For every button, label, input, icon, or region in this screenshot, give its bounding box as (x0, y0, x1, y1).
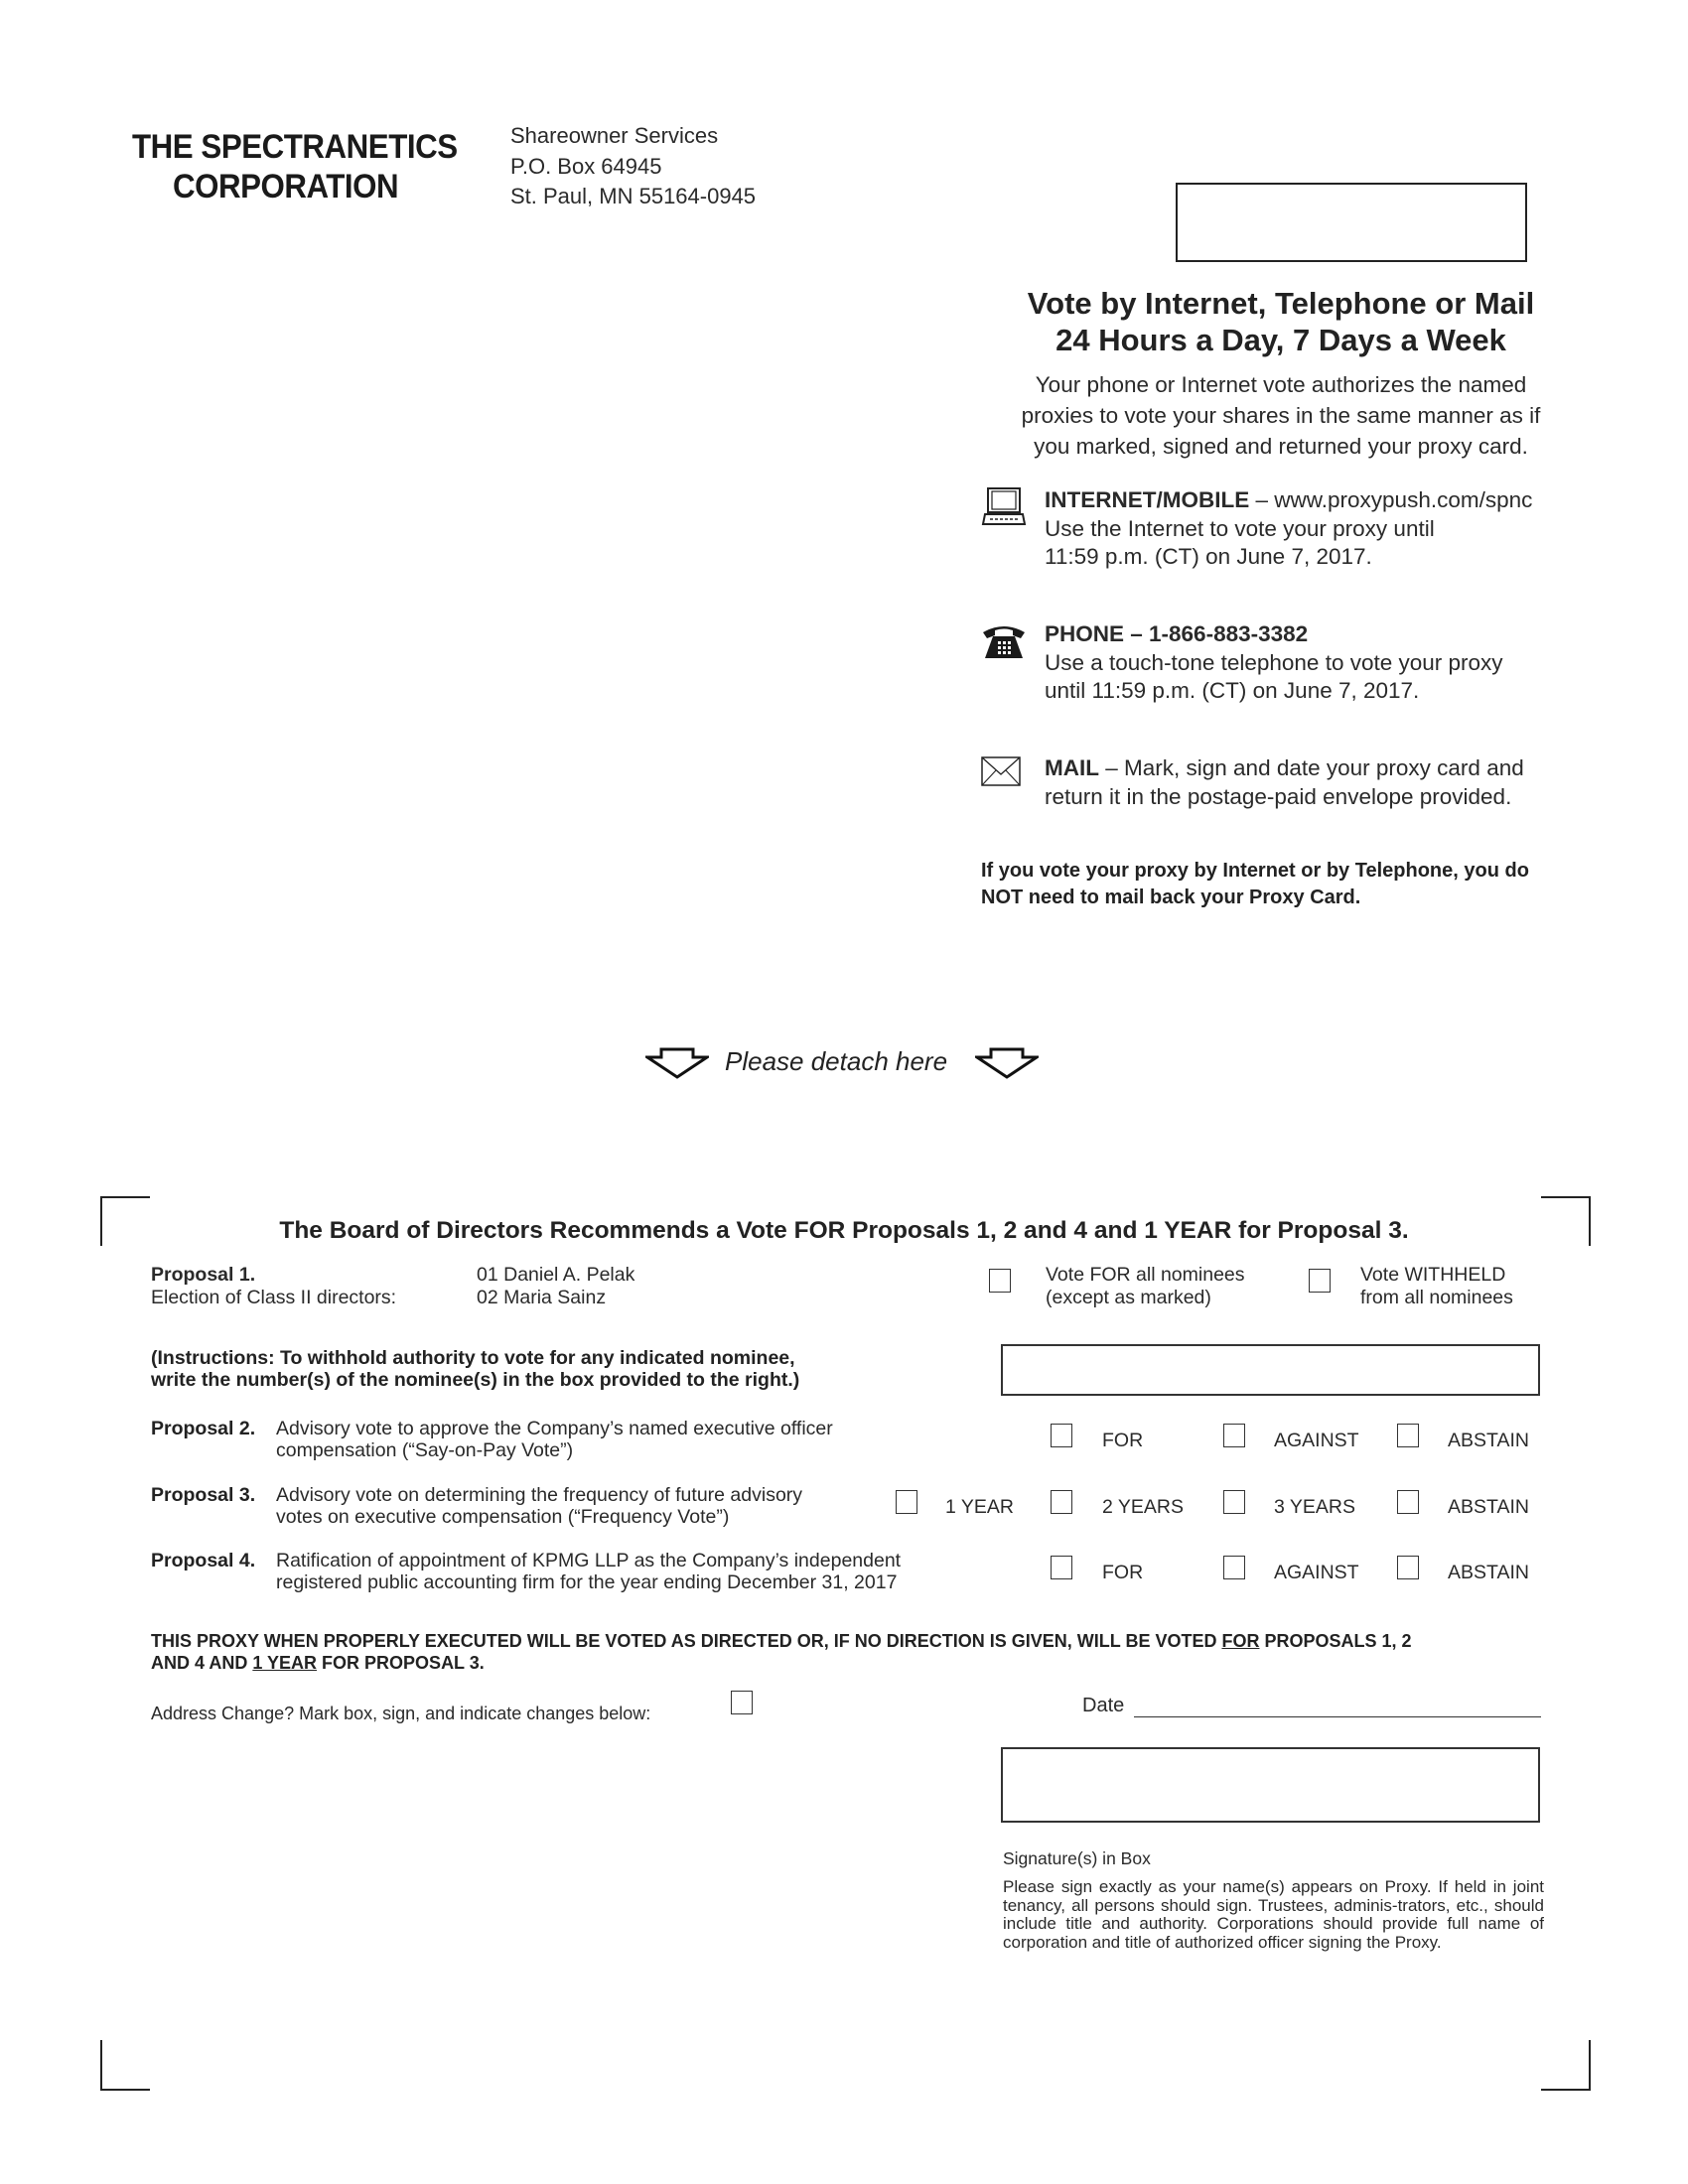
proposal-2-for-checkbox[interactable] (1051, 1424, 1072, 1447)
method-detail: until 11:59 p.m. (CT) on June 7, 2017. (1045, 678, 1420, 703)
proposal-3 (151, 1484, 965, 1534)
note-text: THIS PROXY WHEN PROPERLY EXECUTED WILL BE VOTED AS DIRECTED OR, IF NO DIRECTION IS GIVEN, WILL BE VOTED (151, 1631, 1222, 1651)
proposal-3-2-years-checkbox[interactable] (1051, 1490, 1072, 1514)
address-change-checkbox[interactable] (731, 1691, 753, 1714)
option-label: FOR (1102, 1430, 1144, 1451)
option-label-line: (except as marked) (1046, 1287, 1211, 1308)
withhold-nominee-input[interactable] (1001, 1344, 1540, 1396)
note-text: AND 4 AND (151, 1653, 253, 1673)
option-label: ABSTAIN (1448, 1496, 1529, 1518)
nominee: 01 Daniel A. Pelak (477, 1264, 635, 1286)
envelope-icon (981, 756, 1021, 791)
return-address (510, 121, 756, 212)
vote-intro-line: you marked, signed and returned your proxy card. (1034, 434, 1528, 459)
instruction-line: (Instructions: To withhold authority to vote for any indicated nominee, (151, 1347, 795, 1369)
proposal-2-abstain-checkbox[interactable] (1397, 1424, 1419, 1447)
control-number-box (1176, 183, 1527, 262)
company-name (132, 127, 458, 206)
method-detail: – Mark, sign and date your proxy card and (1099, 755, 1524, 780)
crop-mark (1541, 1196, 1591, 1198)
method-phone (981, 620, 1617, 703)
address-line: St. Paul, MN 55164-0945 (510, 184, 757, 208)
arrow-down-icon (645, 1046, 709, 1085)
proposal-1-label (151, 1264, 396, 1309)
option-label-line: from all nominees (1360, 1287, 1513, 1308)
method-detail: Use the Internet to vote your proxy until (1045, 515, 1435, 541)
proposal-4 (151, 1550, 965, 1599)
proposal-2 (151, 1418, 965, 1467)
crop-mark (100, 2089, 150, 2091)
option-label: AGAINST (1274, 1430, 1359, 1451)
option-label: AGAINST (1274, 1562, 1359, 1583)
proposal-description: Advisory vote to approve the Company’s named executive officer (276, 1418, 833, 1439)
method-title: INTERNET/MOBILE (1045, 487, 1250, 512)
default-voting-note (151, 1630, 1561, 1674)
option-label: ABSTAIN (1448, 1430, 1529, 1451)
method-detail: Use a touch-tone telephone to vote your proxy (1045, 649, 1503, 675)
crop-mark (1541, 2089, 1591, 2091)
instruction-line: write the number(s) of the nominee(s) in the box provided to the right.) (151, 1369, 800, 1391)
proposal-description: Ratification of appointment of KPMG LLP as the Company’s independent (276, 1550, 902, 1571)
phone-number: PHONE – 1-866-883-3382 (1045, 621, 1309, 646)
vote-withheld-label (1360, 1264, 1513, 1309)
note-emphasis: FOR (1221, 1631, 1260, 1651)
signature-box[interactable] (1001, 1747, 1540, 1823)
option-label-line: Vote WITHHELD (1360, 1264, 1506, 1286)
crop-mark (1589, 2040, 1591, 2090)
proposal-number: Proposal 1. (151, 1264, 256, 1286)
option-label: 3 YEARS (1274, 1496, 1356, 1518)
proposal-4-abstain-checkbox[interactable] (1397, 1556, 1419, 1579)
proposal-description: Election of Class II directors: (151, 1287, 397, 1308)
address-change-label: Address Change? Mark box, sign, and indicate changes below: (151, 1704, 651, 1723)
method-detail: 11:59 p.m. (CT) on June 7, 2017. (1045, 544, 1372, 569)
notice-line: NOT need to mail back your Proxy Card. (981, 887, 1361, 908)
notice-line: If you vote your proxy by Internet or by Telephone, you do (981, 860, 1529, 882)
computer-icon (981, 486, 1027, 533)
vote-heading (983, 285, 1579, 358)
detach-line (645, 1042, 1043, 1082)
method-detail: return it in the postage-paid envelope provided. (1045, 783, 1512, 809)
arrow-down-icon (975, 1046, 1039, 1085)
vote-heading-line: Vote by Internet, Telephone or Mail (1027, 286, 1535, 321)
crop-mark (100, 2040, 102, 2090)
nominee: 02 Maria Sainz (477, 1287, 607, 1308)
company-name-line2: CORPORATION (172, 168, 399, 205)
method-internet (981, 486, 1617, 569)
telephone-icon (981, 620, 1027, 665)
vote-intro-line: Your phone or Internet vote authorizes the named (1035, 372, 1527, 397)
note-emphasis: 1 YEAR (252, 1653, 318, 1673)
crop-mark (1589, 1196, 1591, 1246)
proposal-3-3-years-checkbox[interactable] (1223, 1490, 1245, 1514)
proposal-description: votes on executive compensation (“Frequency Vote”) (276, 1506, 730, 1528)
internet-url[interactable]: – www.proxypush.com/spnc (1249, 487, 1533, 512)
date-field[interactable] (1134, 1716, 1541, 1717)
signature-label: Signature(s) in Box (1003, 1848, 1151, 1868)
date-label: Date (1082, 1695, 1125, 1716)
method-mail (981, 754, 1617, 814)
board-recommendation: The Board of Directors Recommends a Vote FOR Proposals 1, 2 and 4 and 1 YEAR for Proposal 3. (279, 1217, 1409, 1244)
option-label: FOR (1102, 1562, 1144, 1583)
vote-withheld-checkbox[interactable] (1309, 1269, 1331, 1293)
proposal-3-1-year-checkbox[interactable] (896, 1490, 917, 1514)
option-label: 2 YEARS (1102, 1496, 1185, 1518)
proposal-3-abstain-checkbox[interactable] (1397, 1490, 1419, 1514)
option-label: ABSTAIN (1448, 1562, 1529, 1583)
note-text: FOR PROPOSAL 3. (317, 1653, 485, 1673)
option-label: 1 YEAR (945, 1496, 1015, 1518)
withhold-instructions (151, 1347, 799, 1391)
method-title: MAIL (1045, 755, 1099, 780)
address-line: P.O. Box 64945 (510, 153, 662, 179)
nominee-list (477, 1264, 634, 1309)
detach-label: Please detach here (725, 1046, 948, 1076)
proposal-4-against-checkbox[interactable] (1223, 1556, 1245, 1579)
crop-mark (100, 1196, 150, 1198)
company-name-line1: THE SPECTRANETICS (132, 128, 458, 166)
proposal-description: registered public accounting firm for the year ending December 31, 2017 (276, 1571, 898, 1593)
vote-for-all-checkbox[interactable] (989, 1269, 1011, 1293)
vote-for-all-label (1046, 1264, 1245, 1309)
address-line: Shareowner Services (510, 123, 719, 148)
proposal-number: Proposal 2. (151, 1418, 256, 1439)
vote-intro-line: proxies to vote your shares in the same manner as if (1021, 403, 1541, 428)
proposal-description: compensation (“Say-on-Pay Vote”) (276, 1439, 574, 1461)
signature-instructions: Please sign exactly as your name(s) appears on Proxy. If held in joint tenancy, all persons should sign. Trustees, adminis-trators, etc., should include title and authority. Corporations should provide full name of corporation and title of authorized officer signing the Proxy. (1003, 1877, 1544, 1952)
mail-not-required-notice (981, 858, 1617, 911)
proposal-4-for-checkbox[interactable] (1051, 1556, 1072, 1579)
note-text: PROPOSALS 1, 2 (1259, 1631, 1412, 1651)
proposal-number: Proposal 3. (151, 1484, 256, 1506)
proposal-description: Advisory vote on determining the frequency of future advisory (276, 1484, 803, 1506)
proposal-2-against-checkbox[interactable] (1223, 1424, 1245, 1447)
option-label-line: Vote FOR all nominees (1046, 1264, 1245, 1286)
vote-intro (983, 369, 1579, 462)
vote-heading-line: 24 Hours a Day, 7 Days a Week (1055, 323, 1506, 357)
proposal-number: Proposal 4. (151, 1550, 256, 1571)
